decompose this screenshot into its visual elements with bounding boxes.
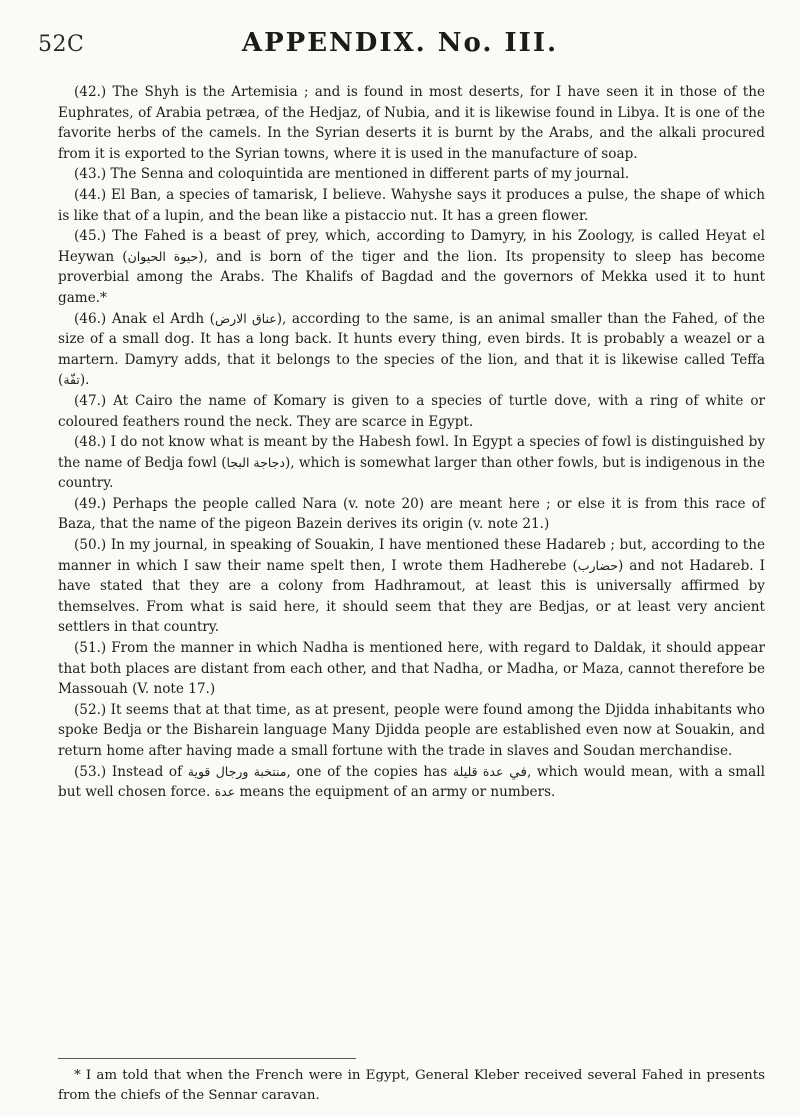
note-50-text-a: (50.) In my journal, in speaking of Souakin, I have mentioned these Hadareb ; but, according to the manner in which I saw their name spelt then, I wrote them Hadherebe ( [58, 537, 765, 574]
note-46-text-c: ). [79, 372, 90, 389]
note-49: (49.) Perhaps the people called Nara (v. note 20) are meant here ; or else it is from this race of Baza, that the name of the pigeon Bazein derives its origin (v. note 21.) [58, 495, 765, 533]
note-48-text-b: ), which is somewhat larger than other fowls, but is indigenous in the country. [58, 454, 765, 492]
page-header [38, 28, 762, 62]
note-45 [58, 226, 765, 308]
footnote: * I am told that when the French were in Egypt, General Kleber received several Fahed in presents from the chiefs of the Sennar caravan. [58, 1068, 765, 1103]
arabic-term: حيوة الحيوان [127, 248, 199, 264]
note-42: (42.) The Shyh is the Artemisia ; and is found in most deserts, for I have seen it in those of the Euphrates, of Arabia petræa, of the Hedjaz, of Nubia, and it is likewise found in Libya. It is one of the favorite herbs of the camels. In the Syrian deserts it is burnt by the Arabs, and the alkali procured from it is exported to the Syrian towns, where it is used in the manufacture of soap. [58, 84, 765, 162]
note-43: (43.) The Senna and coloquintida are mentioned in different parts of my journal. [74, 166, 630, 183]
note-47: (47.) At Cairo the name of Komary is given to a species of turtle dove, with a ring of white or coloured feathers round the neck. They are scarce in Egypt. [58, 392, 765, 430]
note-53-text-d: means the equipment of an army or numbers. [235, 784, 556, 801]
note-50-text-b: ) and not Hadareb. I have stated that they are a colony from Hadhramout, at least this is universally affirmed by themselves. From what is said here, it should seem that they are Bedjas, or at least very ancient settlers in that country. [58, 557, 765, 636]
note-51: (51.) From the manner in which Nadha is mentioned here, with regard to Daldak, it should appear that both places are distant from each other, and that Nadha, or Madha, or Maza, cannot therefore be Massouah (V. note 17.) [58, 640, 765, 698]
note-53-text-a: (53.) Instead of [74, 763, 188, 780]
note-45-text-b: ), and is born of the tiger and the lion. Its propensity to sleep has become proverbial among the Arabs. The Khalifs of Bagdad and the governors of Mekka used it to hunt game.* [58, 248, 766, 306]
note-45-text-a: (45.) The Fahed is a beast of prey, which, according to Damyry, in his Zoology, is called Heyat el Heywan ( [58, 228, 765, 265]
note-50 [58, 535, 765, 638]
note-46-text-b: ), according to the same, is an animal smaller than the Fahed, of the size of a small dog. It has a long back. It hunts every thing, even birds. It is probably a weazel or a martern. Damyry adds, that it belongs to the species of the lion, and that it is likewise called Teffa ( [58, 310, 765, 389]
footnote-divider [58, 1058, 356, 1059]
arabic-term: تفّة [63, 372, 80, 388]
note-48-text-a: (48.) I do not know what is meant by the Habesh fowl. In Egypt a species of fowl is distinguished by the name of Bedja fowl ( [58, 434, 765, 471]
arabic-term: دجاجة البجا [226, 454, 285, 470]
note-53-text-c: في, which would mean, with a small but well chosen force. [58, 763, 765, 801]
note-46-text-a: (46.) Anak el Ardh ( [74, 310, 215, 327]
note-44: (44.) El Ban, a species of tamarisk, I believe. Wahyshe says it produces a pulse, the shape of which is like that of a lupin, and the bean like a pistaccio nut. It has a green flower. [58, 186, 765, 224]
arabic-term: عدة قليلة [452, 763, 504, 779]
arabic-term: حضارب [577, 557, 618, 573]
arabic-term: منتخبة ورجال قوية [187, 763, 287, 779]
note-53-text-b: , one of the copies has [286, 763, 453, 780]
arabic-term: عدة [214, 784, 236, 800]
page-number: 52C [38, 32, 85, 57]
body-text [58, 82, 765, 803]
note-46 [58, 309, 765, 391]
note-52: (52.) It seems that at that time, as at present, people were found among the Djidda inhabitants who spoke Bedja or the Bisharein language Many Djidda people are established even now at Souakin, and return home after having made a small fortune with the trade in slaves and Soudan merchandise. [58, 701, 765, 759]
running-title: APPENDIX. No. III. [241, 28, 559, 58]
note-48 [58, 432, 765, 494]
arabic-term: عناق الارض [214, 310, 277, 326]
note-53 [58, 762, 765, 803]
